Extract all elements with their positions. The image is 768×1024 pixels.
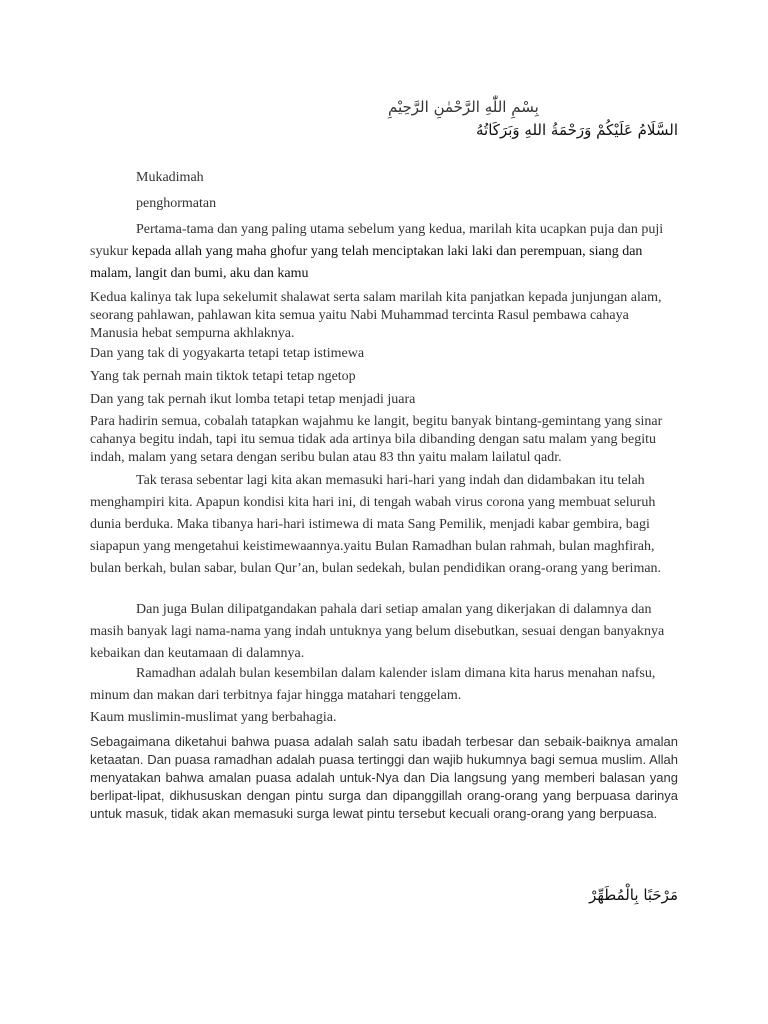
line-kaum-muslimin: Kaum muslimin-muslimat yang berbahagia. bbox=[90, 710, 337, 725]
paragraph-opening-start: Pertama-tama dan yang paling utama sebelum yang kedua, marilah kita ucapkan puja dan puji syukur bbox=[90, 222, 664, 259]
paragraph-lailatul-qadr: Para hadirin semua, cobalah tatapkan wajahmu ke langit, begitu banyak bintang-gemintang yang sinar cahanya begitu indah, tapi itu semua tidak ada artinya bila dibanding dengan satu malam yang begitu indah, malam yang setara dengan seribu bulan atau 83 thn yaitu malam lailatul qadr. bbox=[90, 414, 663, 465]
paragraph-pahala: Dan juga Bulan dilipatgandakan pahala dari setiap amalan yang dikerjakan di dalamnya dan masih banyak lagi nama-nama yang indah untuknya yang belum disebutkan, sesuai dengan banyaknya kebaikan dan keutamaan di dalamnya. bbox=[90, 602, 665, 661]
paragraph-opening bbox=[90, 219, 678, 285]
line-juara: Dan yang tak pernah ikut lomba tetapi tetap menjadi juara bbox=[90, 392, 416, 407]
paragraph-shalawat: Kedua kalinya tak lupa sekelumit shalawat serta salam marilah kita panjatkan kepada junjungan alam, seorang pahlawan, pahlawan kita semua yaitu Nabi Muhammad tercinta Rasul pembawa cahaya Manusia hebat sempurna akhlaknya. bbox=[90, 290, 662, 341]
arabic-greeting: السَّلَامُ عَلَيْكُمْ وَرَحْمَةُ اللهِ وَبَرَكَاتُهُ bbox=[476, 121, 678, 139]
paragraph-ramadhan-intro: Tak terasa sebentar lagi kita akan memasuki hari-hari yang indah dan didambakan itu telah menghampiri kita. Apapun kondisi kita hari ini, di tengah wabah virus corona yang membuat seluruh dunia berduka. Maka tibanya hari-hari istimewa di mata Sang Pemilik, menjadi kabar gembira, bagi siapapun yang mengetahui keistimewaannya.yaitu Bulan Ramadhan bulan rahmah, bulan maghfirah, bulan berkah, bulan sabar, bulan Qur’an, bulan sedekah, bulan pendidikan orang-orang yang beriman. bbox=[90, 473, 662, 576]
heading-mukadimah: Mukadimah bbox=[136, 170, 204, 185]
line-yogyakarta: Dan yang tak di yogyakarta tetapi tetap istimewa bbox=[90, 346, 365, 361]
bismillah-calligraphy: بِسْمِ اللّٰهِ الرَّحْمٰنِ الرَّحِيْمِ bbox=[388, 98, 539, 116]
paragraph-puasa: Sebagaimana diketahui bahwa puasa adalah salah satu ibadah terbesar dan sebaik-baiknya amalan ketaatan. Dan puasa ramadhan adalah puasa tertinggi dan wajib hukumnya bagi semua muslim. Allah menyatakan bahwa amalan puasa adalah untuk-Nya dan Dia langsung yang memberi balasan yang berlipat-lipat, dikhususkan dengan pintu surga dan dipanggillah orang-orang yang berpuasa darinya untuk masuk, tidak akan memasuki surga lewat pintu tersebut kecuali orang-orang yang berpuasa. bbox=[90, 734, 678, 821]
arabic-closing: مَرْحَبًا بِالْمُطَهِّرْ bbox=[589, 886, 678, 904]
line-tiktok: Yang tak pernah main tiktok tetapi tetap ngetop bbox=[90, 369, 356, 384]
paragraph-kalender: Ramadhan adalah bulan kesembilan dalam kalender islam dimana kita harus menahan nafsu, minum dan makan dari terbitnya fajar hingga matahari tenggelam. bbox=[90, 666, 656, 703]
paragraph-opening-dark: kepada allah yang maha ghofur yang telah menciptakan laki laki dan perempuan, siang dan malam, langit dan bumi, aku dan kamu bbox=[90, 244, 643, 281]
heading-penghormatan: penghormatan bbox=[136, 196, 217, 211]
